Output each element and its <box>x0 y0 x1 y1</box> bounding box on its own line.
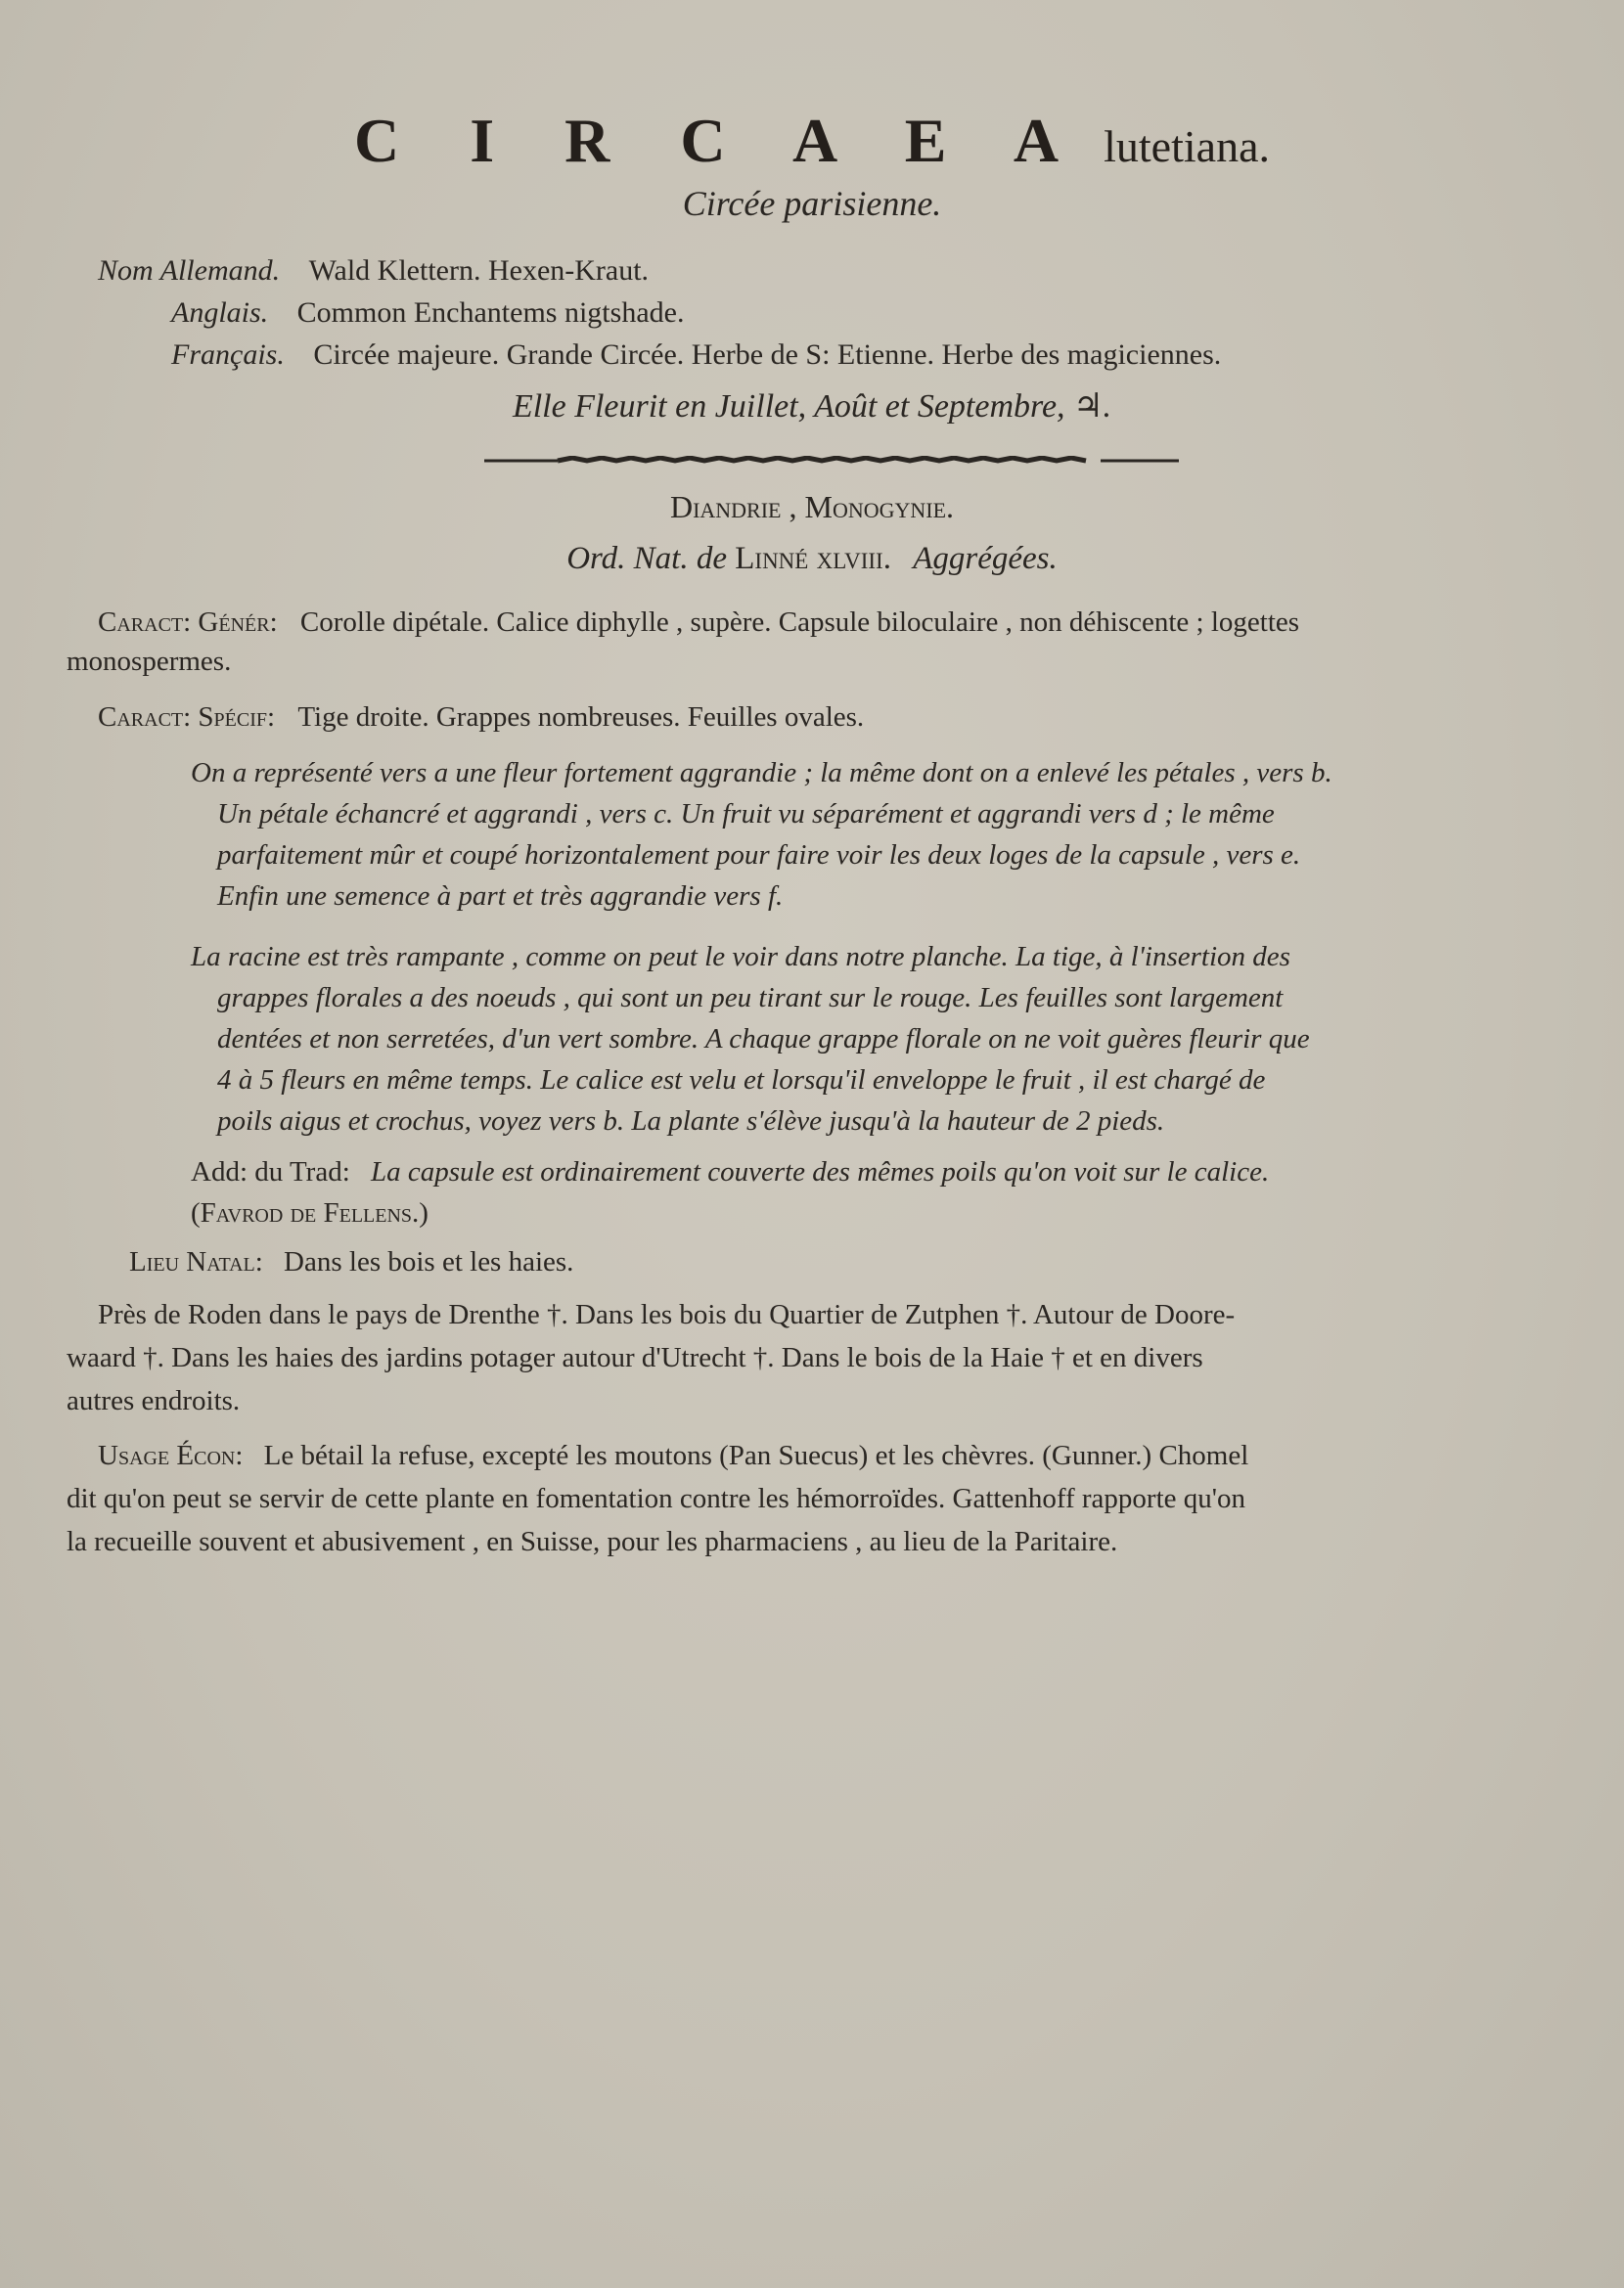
page-title <box>0 106 1624 182</box>
root-description-line-3: dentées et non serretées, d'un vert sombre. A chaque grappe florale on ne voit guères fleurir que <box>217 1023 1310 1054</box>
translator-addition <box>191 1152 1269 1191</box>
english-names: Common Enchantems nigtshade. <box>296 296 685 329</box>
english-label: Anglais. <box>171 296 269 329</box>
figure-description-line-2: Un pétale échancré et aggrandi , vers c. Un fruit vu séparément et aggrandi vers d ; le même <box>217 798 1275 830</box>
generic-text-1: Corolle dipétale. Calice diphylle , supère. Capsule biloculaire , non déhiscente ; logettes <box>299 606 1300 638</box>
habitat-text: Dans les bois et les haies. <box>284 1246 574 1278</box>
order-prefix: Ord. Nat. de <box>566 541 727 576</box>
order-linne: Linné xlviii. <box>735 541 891 576</box>
translator-credit: (Favrod de Fellens.) <box>191 1197 429 1229</box>
order-suffix: Aggrégées. <box>913 541 1058 576</box>
french-common-name: Circée parisienne. <box>682 184 942 223</box>
economic-use-line-3: la recueille souvent et abusivement , en Suisse, pour les pharmaciens , au lieu de la Paritaire. <box>67 1526 1118 1557</box>
linnaean-class: Diandrie , Monogynie. <box>669 489 955 524</box>
french-names-row <box>171 337 1221 373</box>
flowering-period: Elle Fleurit en Juillet, Août et Septembre, ♃. <box>512 388 1112 425</box>
generic-characters <box>98 603 1585 642</box>
species-name: lutetiana. <box>1104 121 1270 171</box>
specific-label: Caract: Spécif: <box>98 701 276 733</box>
natural-order <box>0 541 1624 576</box>
german-names: Wald Klettern. Hexen-Kraut. <box>308 254 650 287</box>
economic-use-line-2: dit qu'on peut se servir de cette plante en fomentation contre les hémorroïdes. Gattenhoff rapporte qu'on <box>67 1483 1245 1514</box>
specific-text: Tige droite. Grappes nombreuses. Feuilles ovales. <box>297 701 865 733</box>
habitat <box>129 1242 573 1281</box>
figure-description-line-4: Enfin une semence à part et très aggrandie vers f. <box>217 880 784 912</box>
localities-line-1: Près de Roden dans le pays de Drenthe †. Dans les bois du Quartier de Zutphen †. Autour de Doore- <box>98 1299 1236 1330</box>
translator-text: La capsule est ordinairement couverte des mêmes poils qu'on voit sur le calice. <box>371 1156 1270 1188</box>
root-description-line-1: La racine est très rampante , comme on peut le voir dans notre planche. La tige, à l'insertion des <box>191 941 1290 972</box>
root-description-line-5: poils aigus et crochus, voyez vers b. La plante s'élève jusqu'à la hauteur de 2 pieds. <box>217 1105 1165 1137</box>
economic-use-line-1 <box>98 1436 1248 1475</box>
english-names-row <box>171 295 684 331</box>
specific-characters <box>98 697 864 737</box>
localities-line-3: autres endroits. <box>67 1385 241 1416</box>
habitat-label: Lieu Natal: <box>129 1246 263 1278</box>
figure-description-line-3: parfaitement mûr et coupé horizontalement pour faire voir les deux loges de la capsule , vers e. <box>217 839 1301 871</box>
economic-use-label: Usage Écon: <box>98 1440 244 1471</box>
root-description-line-2: grappes florales a des noeuds , qui sont un peu tirant sur le rouge. Les feuilles sont largement <box>217 982 1284 1013</box>
genus-name: C I R C A E A <box>354 106 1087 175</box>
german-label: Nom Allemand. <box>98 254 281 287</box>
root-description-line-4: 4 à 5 fleurs en même temps. Le calice est velu et lorsqu'il enveloppe le fruit , il est chargé de <box>217 1064 1266 1096</box>
generic-text-2: monospermes. <box>67 646 232 677</box>
generic-label: Caract: Génér: <box>98 606 278 638</box>
figure-description-line-1: On a représenté vers a une fleur fortement aggrandie ; la même dont on a enlevé les pétales , vers b. <box>191 757 1332 788</box>
ornamental-divider <box>484 456 1179 466</box>
localities-line-2: waard †. Dans les haies des jardins potager autour d'Utrecht †. Dans le bois de la Haie † et en divers <box>67 1342 1203 1373</box>
french-names: Circée majeure. Grande Circée. Herbe de S: Etienne. Herbe des magiciennes. <box>313 338 1222 371</box>
german-names-row <box>98 253 649 289</box>
translator-label: Add: du Trad: <box>191 1156 350 1188</box>
economic-use-text-1: Le bétail la refuse, excepté les moutons (Pan Suecus) et les chèvres. (Gunner.) Chomel <box>263 1440 1249 1471</box>
french-label: Français. <box>171 338 285 371</box>
